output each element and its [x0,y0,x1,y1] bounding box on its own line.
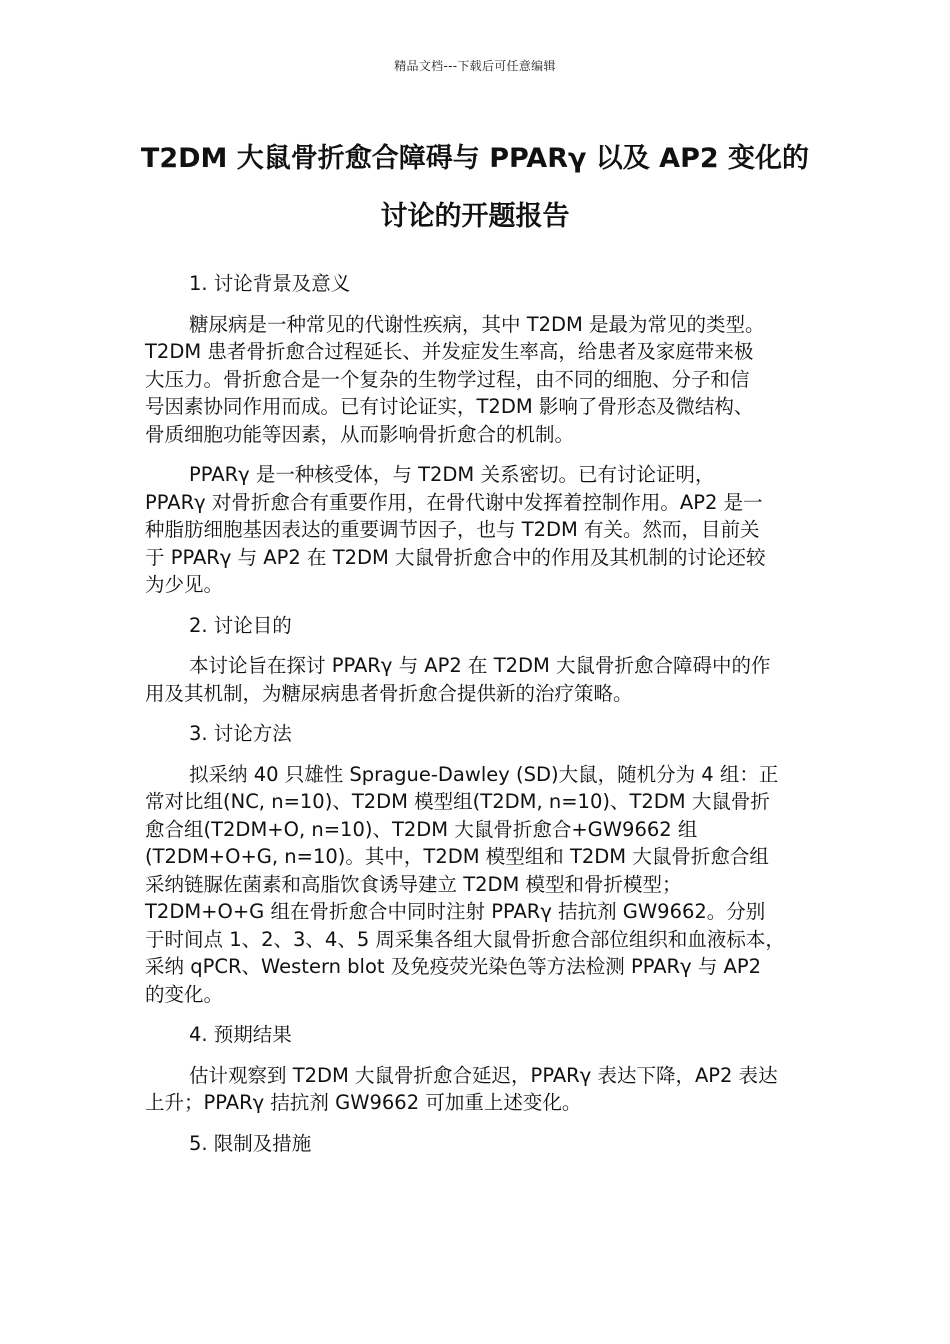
text-line: 的变化。 [145,982,224,1006]
section-heading-methods: 3. 讨论方法 [189,722,292,745]
text-line: 大压力。骨折愈合是一个复杂的生物学过程，由不同的细胞、分子和信 [145,367,750,391]
text-line: 种脂肪细胞基因表达的重要调节因子，也与 T2DM 有关。然而，目前关 [145,518,760,541]
text-line: 估计观察到 T2DM 大鼠骨折愈合延迟，PPARγ 表达下降，AP2 表达 [189,1063,778,1087]
text-line: 糖尿病是一种常见的代谢性疾病，其中 T2DM 是最为常见的类型。 [189,312,765,336]
title-line-2: 讨论的开题报告 [380,201,570,232]
paragraph-methods [145,761,810,1009]
text-line: PPARγ 对骨折愈合有重要作用，在骨代谢中发挥着控制作用。AP2 是一 [145,490,763,514]
text-line: 上升；PPARγ 拮抗剂 GW9662 可加重上述变化。 [145,1091,582,1114]
text-line: 用及其机制，为糖尿病患者骨折愈合提供新的治疗策略。 [145,681,633,705]
section-heading-purpose: 2. 讨论目的 [189,613,292,637]
text-line: 常对比组(NC, n=10)、T2DM 模型组(T2DM, n=10)、T2DM 大鼠骨折 [145,790,770,813]
text-line: 为少见。 [145,573,224,596]
text-line: PPARγ 是一种核受体，与 T2DM 关系密切。已有讨论证明， [189,463,715,486]
text-line: 采纳链脲佐菌素和高脂饮食诱导建立 T2DM 模型和骨折模型； [145,872,682,896]
paragraph-expected-results [145,1062,810,1117]
text-line: 拟采纳 40 只雄性 Sprague-Dawley (SD)大鼠，随机分为 4 组：正 [189,762,779,786]
section-heading-background: 1. 讨论背景及意义 [189,272,351,295]
section-heading-limitations: 5. 限制及措施 [189,1131,312,1155]
header-note: 精品文档---下载后可任意编辑 [394,59,556,73]
section-heading-expected-results: 4. 预期结果 [189,1023,292,1046]
text-line: T2DM+O+G 组在骨折愈合中同时注射 PPARγ 拮抗剂 GW9662。分别 [145,900,766,923]
document-title [100,130,850,246]
title-line-1: T2DM 大鼠骨折愈合障碍与 PPARγ 以及 AP2 变化的 [140,143,810,174]
text-line: T2DM 患者骨折愈合过程延长、并发症发生率高，给患者及家庭带来极 [145,340,754,363]
text-line: 骨质细胞功能等因素，从而影响骨折愈合的机制。 [145,422,575,446]
text-line: 于 PPARγ 与 AP2 在 T2DM 大鼠骨折愈合中的作用及其机制的讨论还较 [145,545,766,569]
text-line: 本讨论旨在探讨 PPARγ 与 AP2 在 T2DM 大鼠骨折愈合障碍中的作 [189,654,771,677]
text-line: 采纳 qPCR、Western blot 及免疫荧光染色等方法检测 PPARγ 与 AP2 [145,955,762,978]
paragraph-background-ppar [145,461,810,599]
text-line: 于时间点 1、2、3、4、5 周采集各组大鼠骨折愈合部位组织和血液标本， [145,927,785,951]
paragraph-background-diabetes [145,311,810,449]
text-line: 号因素协同作用而成。已有讨论证实，T2DM 影响了骨形态及微结构、 [145,395,754,418]
document-body [145,270,810,1170]
text-line: 愈合组(T2DM+O, n=10)、T2DM 大鼠骨折愈合+GW9662 组 [145,817,698,841]
paragraph-purpose [145,652,810,707]
text-line: (T2DM+O+G, n=10)。其中，T2DM 模型组和 T2DM 大鼠骨折愈合组 [145,845,769,868]
